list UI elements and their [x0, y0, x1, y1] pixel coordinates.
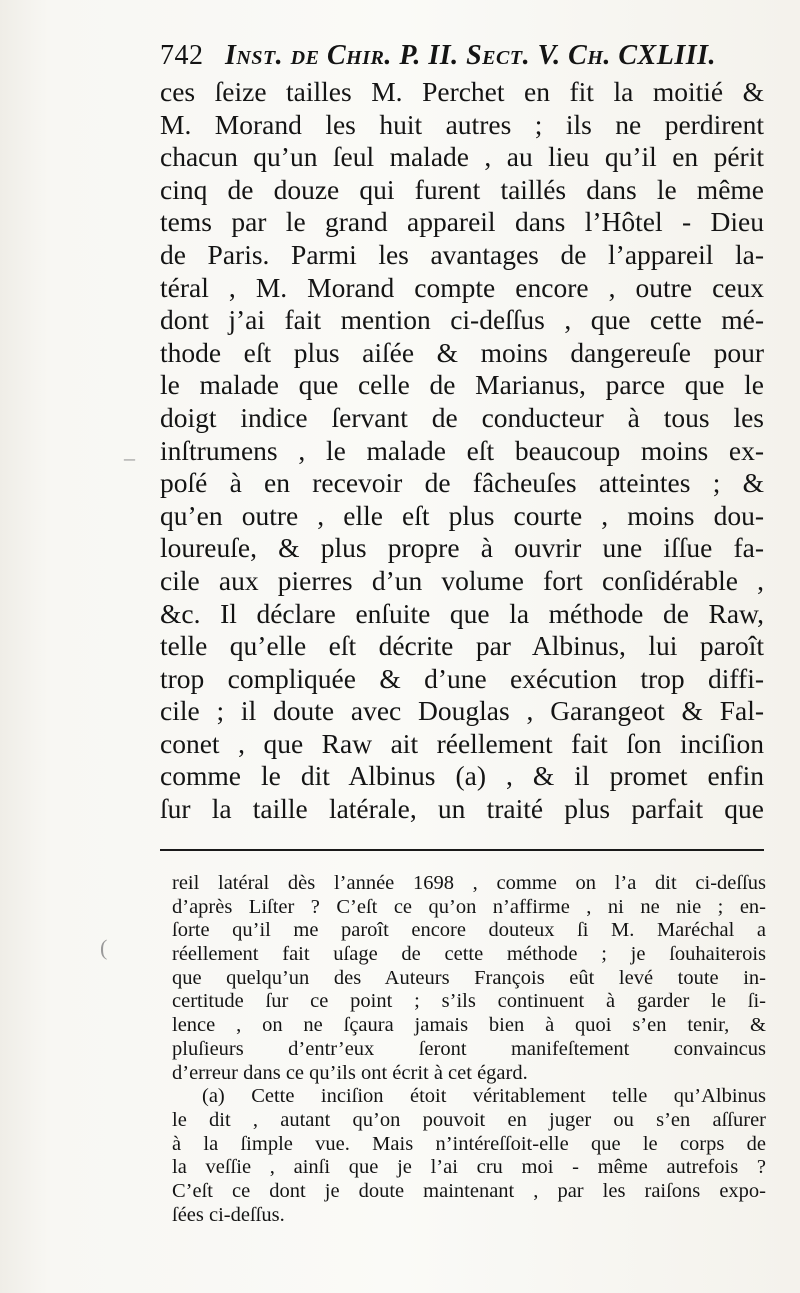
text-line: dont j’ai fait mention ci-deſſus , que cette mé-: [160, 304, 764, 336]
margin-mark: (: [100, 935, 108, 960]
text-line: doigt indice ſervant de conducteur à tous les: [160, 401, 764, 433]
text-line: &c. Il déclare enſuite que la méthode de Raw,: [160, 597, 764, 629]
text-line: loureuſe, & plus propre à ouvrir une iſſue fa-: [160, 532, 764, 564]
footnote-line: d’erreur dans ce qu’ils ont écrit à cet égard.: [172, 1061, 528, 1084]
text-line: ces ſeize tailles M. Perchet en fit la moitié &: [160, 76, 764, 107]
running-head: Inst. de Chir. P. II. Sect. V. Ch. CXLIII.: [225, 40, 717, 71]
text-line: M. Morand les huit autres ; ils ne perdirent: [160, 108, 764, 140]
text-line: cile aux pierres d’un volume fort conſidérable ,: [160, 564, 764, 596]
page-number: 742: [160, 40, 204, 71]
footnote-a-line: C’eſt ce dont je doute maintenant , par les raiſons expo-: [172, 1179, 766, 1202]
text-line: telle qu’elle eſt décrite par Albinus, lui paroît: [160, 630, 764, 662]
footnote-line: que quelqu’un des Auteurs François eût levé toute in-: [172, 966, 766, 989]
footnote-line: certitude ſur ce point ; s’ils continuent à garder le ſi-: [172, 990, 766, 1013]
footnote-line: lence , on ne ſçaura jamais bien à quoi s’en tenir, &: [172, 1014, 766, 1037]
text-line: conet , que Raw ait réellement fait ſon inciſion: [160, 727, 764, 759]
footnote-a-line: à la ſimple vue. Mais n’intéreſſoit-elle que le corps de: [172, 1132, 766, 1155]
footnote-a-line: (a) Cette inciſion étoit véritablement telle qu’Albinus: [202, 1085, 766, 1108]
margin-mark: –: [124, 445, 135, 470]
text-line: le malade que celle de Marianus, parce que le: [160, 369, 764, 401]
text-line: inſtrumens , le malade eſt beaucoup moins ex-: [160, 434, 764, 466]
text-line: trop compliquée & d’une exécution trop diffi-: [160, 662, 764, 694]
text-line: de Paris. Parmi les avantages de l’appareil la-: [160, 238, 764, 270]
text-line: cinq de douze qui furent taillés dans le même: [160, 173, 764, 205]
footnote-a-line: la veſſie , ainſi que je l’ai cru moi - même autrefois ?: [172, 1156, 766, 1179]
text-line: qu’en outre , elle eſt plus courte , moins dou-: [160, 499, 764, 531]
text-line: tems par le grand appareil dans l’Hôtel - Dieu: [160, 206, 764, 238]
footnote-a-line: ſées ci-deſſus.: [172, 1203, 285, 1226]
footnote-line: ſorte qu’il me paroît encore douteux ſi M. Maréchal a: [172, 919, 766, 942]
text-line: poſé à en recevoir de fâcheuſes atteintes ; &: [160, 467, 764, 499]
text-line: ſur la taille latérale, un traité plus parfait que: [160, 793, 764, 825]
footnotes: [172, 872, 766, 1227]
page-header: [160, 38, 760, 74]
text-line: comme le dit Albinus (a) , & il promet enfin: [160, 760, 764, 792]
text-line: thode eſt plus aiſée & moins dangereuſe pour: [160, 336, 764, 368]
footnote-line: pluſieurs d’entr’eux ſeront manifeſtement convaincus: [172, 1037, 766, 1060]
footnote-rule: [160, 849, 764, 851]
text-line: téral , M. Morand compte encore , outre ceux: [160, 271, 764, 303]
footnote-line: d’après Liſter ? C’eſt ce qu’on n’affirme , ni ne nie ; en-: [172, 895, 766, 918]
main-text: [160, 76, 764, 826]
footnote-a-line: le dit , autant qu’on pouvoit en juger ou s’en aſſurer: [172, 1108, 766, 1131]
footnote-line: réellement fait uſage de cette méthode ; je ſouhaiterois: [172, 943, 766, 966]
text-line: chacun qu’un ſeul malade , au lieu qu’il en périt: [160, 141, 764, 173]
text-line: cile ; il doute avec Douglas , Garangeot & Fal-: [160, 695, 764, 727]
footnote-line: reil latéral dès l’année 1698 , comme on l’a dit ci-deſſus: [172, 872, 766, 894]
